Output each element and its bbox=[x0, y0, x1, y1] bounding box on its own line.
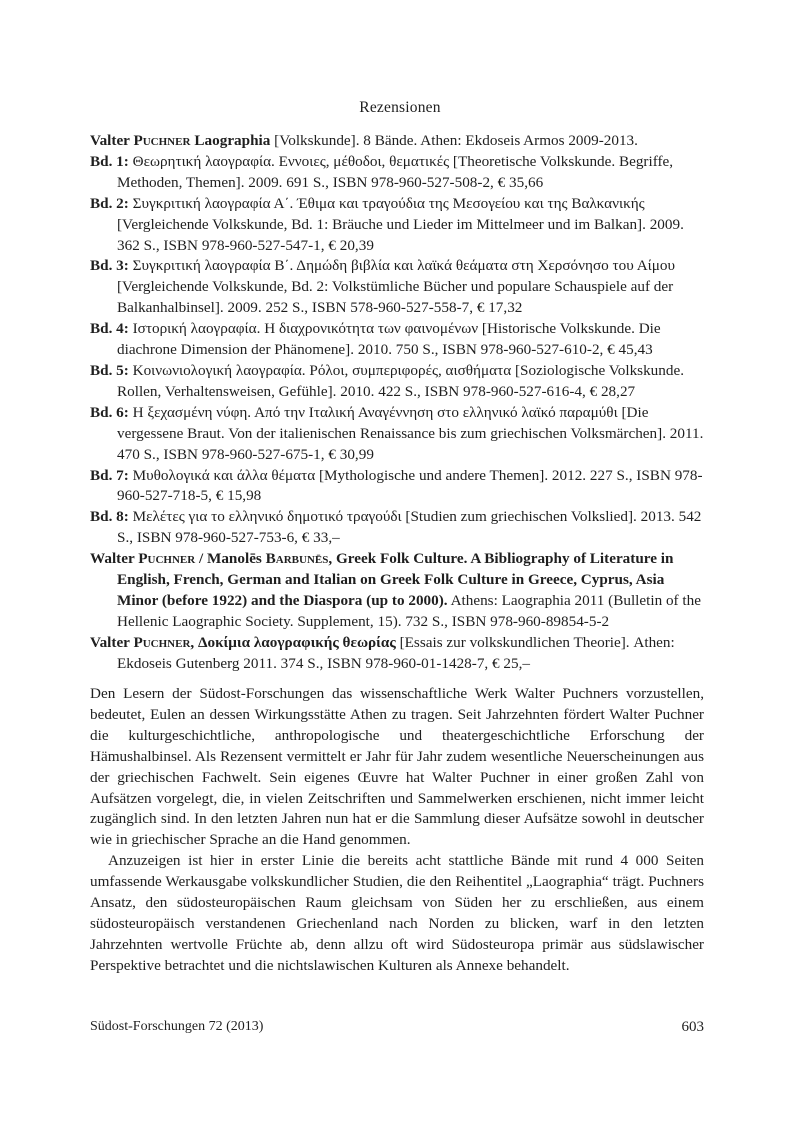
entry-title: Μυθολογικά και άλλα θέματα bbox=[132, 466, 316, 484]
entry-details: [Essais zur volkskundlichen Theorie]. Athen: Ekdoseis Gutenberg 2011. 374 S., ISBN 978-960-01-1428-7, € 25,– bbox=[117, 633, 675, 672]
body-paragraph: Den Lesern der Südost-Forschungen das wissenschaftliche Werk Walter Puchners vorzustellen, bedeutet, Eulen an dessen Wirkungsstätte Athen zu tragen. Seit Jahrzehnten fördert Walter Puchner die kulturgeschichtliche, anthropologische und theatergeschichtliche Erforschung der Hämushalbinsel. Als Rezensent vermittelt er Jahr für Jahr zudem wesentliche Neuerscheinungen aus der griechischen Fachwelt. Sein eigenes Œuvre hat Walter Puchner in einer großen Zahl von Aufsätzen vorgelegt, die, in vielen Zeitschriften und Sammelwerken erschienen, nicht immer leicht zugänglich sind. In den letzten Jahren nun hat er die Sammlung dieser Aufsätze sowohl in deutscher wie in griechischer Sprache an die Hand genommen. bbox=[90, 685, 704, 849]
entry-details: [Theoretische Volkskunde. Begriffe, Methoden, Themen]. 2009. 691 S., ISBN 978-960-527-508-2, € 35,66 bbox=[117, 152, 674, 191]
bibliography-entry bbox=[90, 403, 704, 466]
entry-title: Μελέτες για το ελληνικό δημοτικό τραγούδι bbox=[132, 508, 402, 526]
journal-citation: Südost-Forschungen 72 (2013) bbox=[90, 1019, 264, 1034]
entry-details: [Die vergessene Braut. Von der italienischen Renaissance bis zum griechischen Volksmärchen]. 2011. 470 S., ISBN 978-960-527-675-1, € 30,99 bbox=[117, 403, 704, 463]
volume-label: Bd. 4: bbox=[90, 320, 133, 338]
entry-details: Athens: Laographia 2011 (Bulletin of the Hellenic Laographic Society. Supplement, 15). 732 S., ISBN 978-960-89854-5-2 bbox=[117, 591, 701, 630]
coauthor-first-name: / Manolēs bbox=[195, 550, 266, 568]
body-paragraph: Anzuzeigen ist hier in erster Linie die bereits acht stattliche Bände mit rund 4 000 Seiten umfassende Werkausgabe volkskundlicher Studien, die den Reihentitel „Laographia“ trägt. Puchners Ansatz, den südosteuropäischen Raum gleichsam von Süden her zu erschließen, aus einem südosteuropäisch verstandenen Griechenland nach Norden zu blicken, warf in den letzten Jahrzehnten wertvolle Früchte ab, denn allzu oft wird Südosteuropa primär aus südslawischer Perspektive betrachtet und die nichtslawischen Kulturen als Annexe behandelt. bbox=[90, 852, 704, 974]
author-last-name: Puchner bbox=[133, 633, 191, 651]
entry-title: Συγκριτική λαογραφία Β΄. Δημώδη βιβλία και λαϊκά θεάματα στη Χερσόνησο του Αίμου bbox=[132, 257, 676, 275]
entry-title: , Δοκίμια λαογραφικής θεωρίας bbox=[190, 633, 396, 651]
entry-details: [Historische Volkskunde. Die diachrone Dimension der Phänomene]. 2010. 750 S., ISBN 978-960-527-610-2, € 45,43 bbox=[117, 320, 661, 359]
volume-label: Bd. 3: bbox=[90, 257, 133, 275]
bibliography-entry bbox=[90, 131, 704, 152]
entry-details: [Soziologische Volkskunde. Rollen, Verhaltensweisen, Gefühle]. 2010. 422 S., ISBN 978-960-527-616-4, € 28,27 bbox=[117, 361, 684, 400]
volume-label: Bd. 2: bbox=[90, 194, 133, 212]
bibliography-entry bbox=[90, 466, 704, 508]
bibliography-entry bbox=[90, 507, 704, 549]
volume-label: Bd. 1: bbox=[90, 152, 133, 170]
entry-title: Η ξεχασμένη νύφη. Από την Ιταλική Αναγέννηση στο ελληνικό λαϊκό παραμύθι bbox=[132, 403, 618, 421]
bibliography-entry bbox=[90, 194, 704, 257]
entry-details: [Studien zum griechischen Volkslied]. 2013. 542 S., ISBN 978-960-527-753-6, € 33,– bbox=[117, 508, 702, 547]
coauthor-last-name: Barbunēs bbox=[265, 550, 329, 568]
bibliography-entry bbox=[90, 319, 704, 361]
entry-title: Συγκριτική λαογραφία Α΄. Έθιμα και τραγούδια της Μεσογείου και της Βαλκανικής bbox=[132, 194, 645, 212]
volume-label: Bd. 8: bbox=[90, 508, 133, 526]
bibliography-entry bbox=[90, 361, 704, 403]
page-number: 603 bbox=[681, 1019, 704, 1035]
entry-details: [Mythologische und andere Themen]. 2012. 227 S., ISBN 978-960-527-718-5, € 15,98 bbox=[117, 466, 703, 505]
entry-details: [Vergleichende Volkskunde, Bd. 1: Bräuche und Lieder im Mittelmeer und im Balkan]. 2009. 362 S., ISBN 978-960-527-547-1, € 20,39 bbox=[117, 215, 684, 254]
bibliography-entry bbox=[90, 633, 704, 675]
volume-label: Bd. 7: bbox=[90, 466, 133, 484]
entry-title: , Greek Folk Culture. A Bibliography of Literature in English, French, German and Italian on Greek Folk Culture in Greece, Cyprus, Asia Minor (before 1922) and the Diaspora (up to 2000). bbox=[117, 550, 674, 609]
entry-title: Θεωρητική λαογραφία. Εννοιες, μέθοδοι, θεματικές bbox=[132, 152, 450, 170]
bibliography bbox=[90, 131, 704, 675]
entry-title: Ιστορική λαογραφία. Η διαχρονικότητα των φαινομένων bbox=[132, 320, 479, 338]
author-first-name: Walter bbox=[90, 550, 139, 568]
entry-title: Κοινωνιολογική λαογραφία. Ρόλοι, συμπεριφορές, αισθήματα bbox=[132, 361, 512, 379]
bibliography-entry bbox=[90, 256, 704, 319]
entry-title: Laographia bbox=[194, 132, 271, 149]
volume-label: Bd. 6: bbox=[90, 403, 133, 421]
entry-details: [Volkskunde]. 8 Bände. Athen: Ekdoseis Armos 2009-2013. bbox=[270, 132, 638, 149]
bibliography-entry bbox=[90, 152, 704, 194]
author-last-name: Puchner bbox=[133, 132, 191, 149]
entry-details: [Vergleichende Volkskunde, Bd. 2: Volkstümliche Bücher und populare Schauspiele auf der Balkanhalbinsel]. 2009. 252 S., ISBN 578-960-527-558-7, € 17,32 bbox=[117, 278, 674, 317]
running-head: Rezensionen bbox=[359, 99, 441, 116]
author-first-name: Valter bbox=[90, 132, 134, 149]
bibliography-entry bbox=[90, 549, 704, 633]
review-body bbox=[90, 684, 704, 977]
volume-label: Bd. 5: bbox=[90, 361, 133, 379]
author-first-name: Valter bbox=[90, 633, 134, 651]
author-last-name: Puchner bbox=[138, 550, 196, 568]
